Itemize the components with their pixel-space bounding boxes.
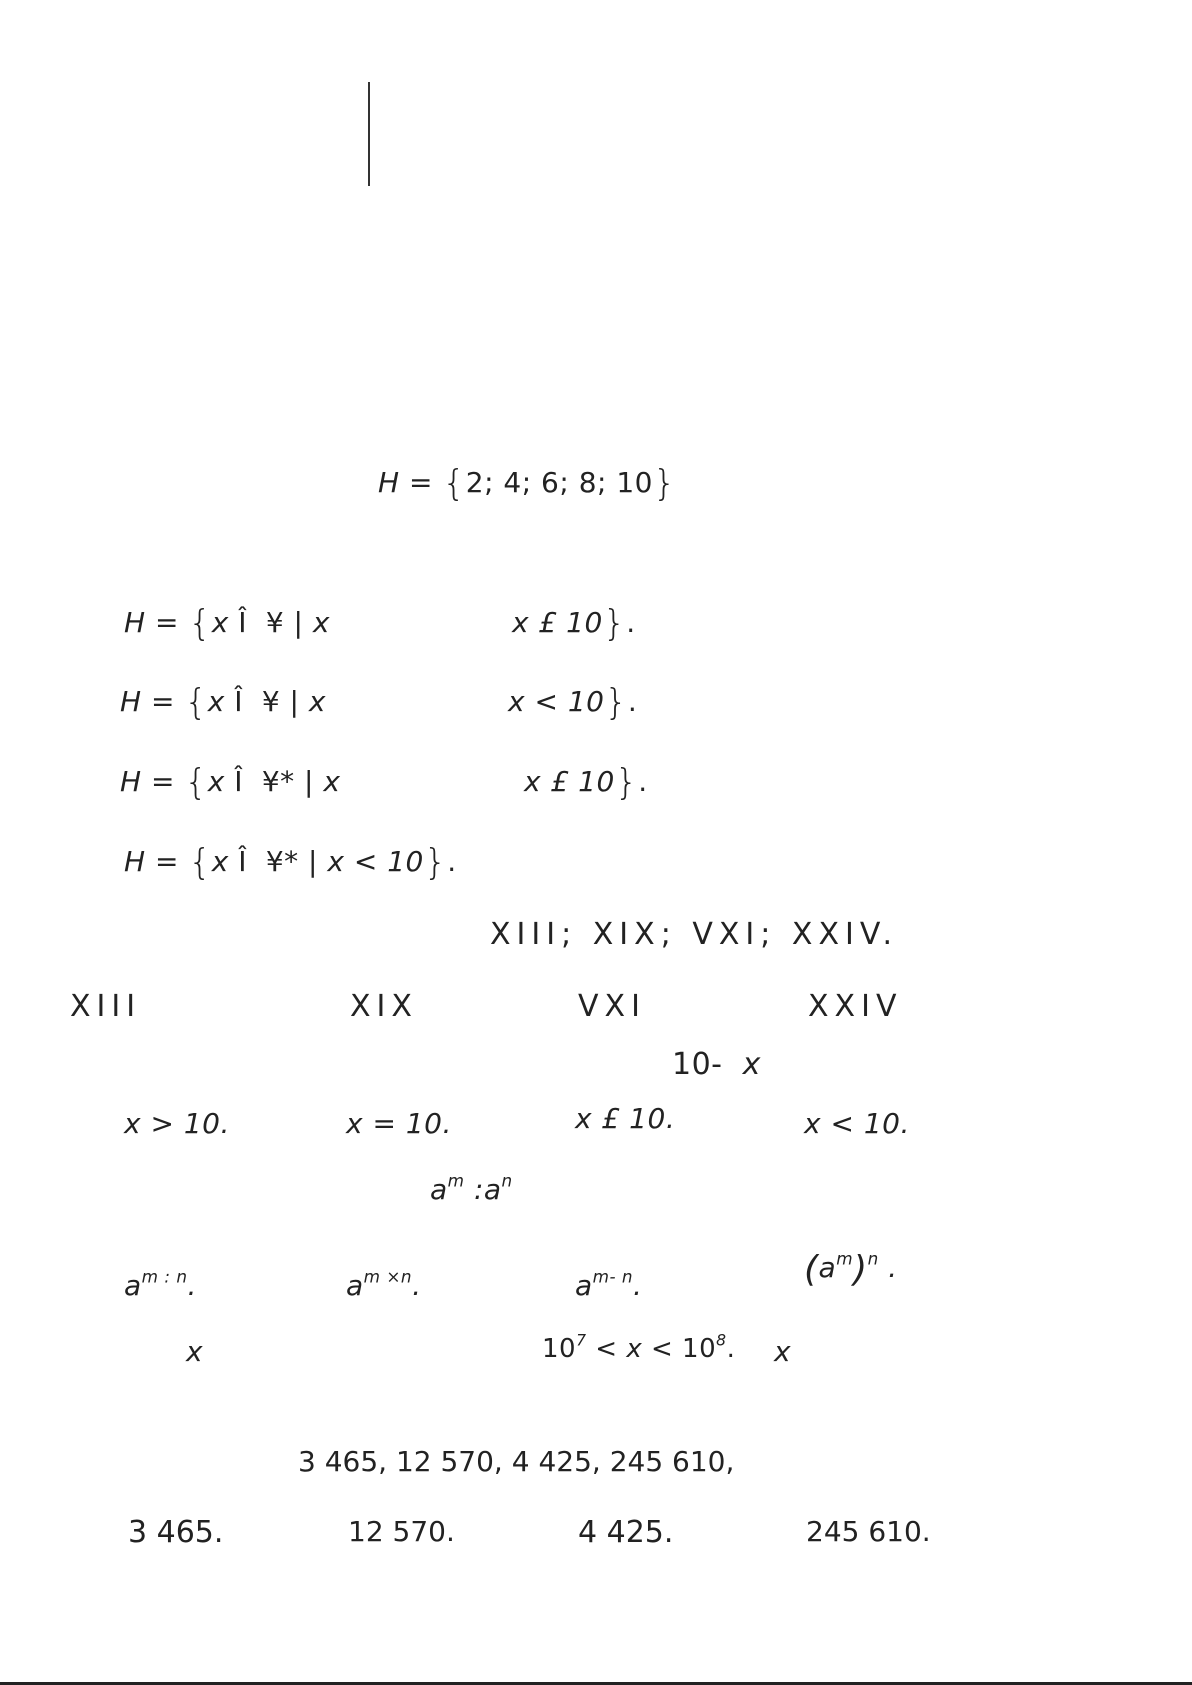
x-option-c: x £ 10. bbox=[575, 1102, 676, 1135]
set-option-a: H = {x Î ¥ | x bbox=[124, 603, 330, 644]
power-option-d: $(a^m)^n$ . bbox=[804, 1248, 898, 1290]
x-option-b: x = 10. bbox=[346, 1107, 452, 1140]
number-option-c: 4 425. bbox=[578, 1515, 674, 1550]
x-option-a: x > 10. bbox=[124, 1107, 230, 1140]
set-option-b: H = {x Î ¥ | x bbox=[120, 682, 326, 723]
numbers-list: 3 465, 12 570, 4 425, 245 610, bbox=[298, 1445, 735, 1478]
power-quotient-question: $a^m$ $:a^n$ bbox=[430, 1170, 513, 1206]
roman-option-a: XIII bbox=[70, 989, 142, 1024]
roman-option-b: XIX bbox=[350, 989, 418, 1024]
set-option-d: H = {x Î ¥* | x < 10}. bbox=[124, 842, 457, 883]
x-option-d: x < 10. bbox=[804, 1107, 910, 1140]
number-option-d: 245 610. bbox=[806, 1515, 931, 1548]
set-option-c-cond: x £ 10}. bbox=[524, 762, 648, 803]
expression-10-minus-x: 10- x bbox=[672, 1047, 761, 1082]
set-option-b-cond: x < 10}. bbox=[508, 682, 638, 723]
power-option-a: $a^{m : n}$. bbox=[124, 1266, 197, 1302]
set-option-c: H = {x Î ¥* | x bbox=[120, 762, 341, 803]
power-option-c: $a^{m- n}$. bbox=[575, 1266, 643, 1302]
set-h-definition: H = {2; 4; 6; 8; 10} bbox=[378, 463, 677, 504]
number-option-a: 3 465. bbox=[128, 1515, 224, 1550]
range-variable-left: x bbox=[186, 1335, 204, 1368]
number-option-b: 12 570. bbox=[348, 1515, 455, 1548]
set-option-a-cond: x £ 10}. bbox=[512, 603, 636, 644]
power-option-b: $a^{m \times n}$. bbox=[346, 1266, 422, 1302]
range-inequality: $10^7 < x < 10^8$. bbox=[542, 1331, 736, 1364]
vertical-rule bbox=[368, 82, 370, 186]
roman-option-d: XXIV bbox=[808, 989, 903, 1024]
roman-option-c: VXI bbox=[578, 989, 646, 1024]
roman-numeral-list: XIII; XIX; VXI; XXIV. bbox=[490, 917, 899, 952]
range-variable-right: x bbox=[774, 1335, 792, 1368]
